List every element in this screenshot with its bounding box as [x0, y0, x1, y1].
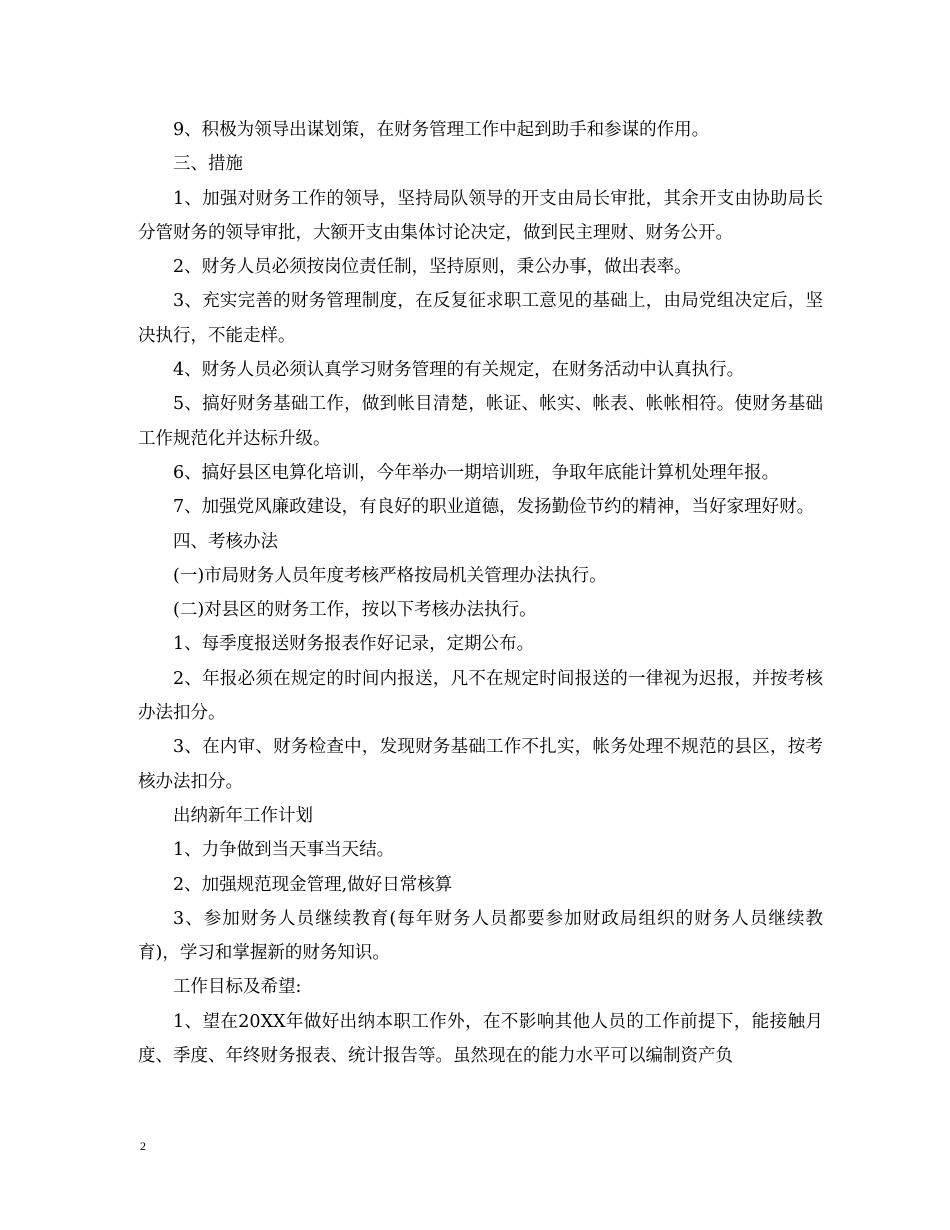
paragraph: 1、力争做到当天事当天结。	[173, 840, 395, 861]
section-heading-goals: 工作目标及希望:	[173, 977, 302, 998]
paragraph: 5、搞好财务基础工作，做到帐目清楚，帐证、帐实、帐表、帐帐相符。使财务基础工作规范化并达标升级。	[138, 394, 823, 449]
paragraph: 3、在内审、财务检查中，发现财务基础工作不扎实，帐务处理不规范的县区，按考核办法扣分。	[138, 737, 823, 792]
paragraph: 2、加强规范现金管理,做好日常核算	[173, 874, 453, 895]
paragraph: 4、财务人员必须认真学习财务管理的有关规定，在财务活动中认真执行。	[173, 360, 745, 381]
page-number: 2	[140, 1139, 146, 1153]
paragraph: 6、搞好县区电算化培训，今年举办一期培训班，争取年底能计算机处理年报。	[173, 462, 780, 483]
document-body	[138, 113, 823, 1073]
paragraph: 2、年报必须在规定的时间内报送，凡不在规定时间报送的一律视为迟报，并按考核办法扣分。	[138, 668, 823, 724]
paragraph: (一)市局财务人员年度考核严格按局机关管理办法执行。	[173, 565, 607, 586]
section-heading-measures: 三、措施	[173, 154, 243, 175]
paragraph: 1、每季度报送财务报表作好记录，定期公布。	[173, 634, 535, 655]
paragraph: 7、加强党风廉政建设，有良好的职业道德，发扬勤俭节约的精神，当好家理好财。	[173, 497, 815, 518]
paragraph: 9、积极为领导出谋划策，在财务管理工作中起到助手和参谋的作用。	[173, 120, 710, 140]
paragraph: 2、财务人员必须按岗位责任制，坚持原则，秉公办事，做出表率。	[173, 257, 692, 278]
paragraph: 3、参加财务人员继续教育(每年财务人员都要参加财政局组织的财务人员继续教育)，学习和掌握新的财务知识。	[138, 908, 823, 964]
paragraph: 3、充实完善的财务管理制度，在反复征求职工意见的基础上，由局党组决定后，坚决执行，不能走样。	[138, 291, 823, 346]
paragraph: 1、望在20XX年做好出纳本职工作外，在不影响其他人员的工作前提下，能接触月度、季度、年终财务报表、统计报告等。虽然现在的能力水平可以编制资产负	[138, 1011, 823, 1067]
paragraph: (二)对县区的财务工作，按以下考核办法执行。	[173, 600, 537, 621]
section-heading-cashier-plan: 出纳新年工作计划	[173, 805, 313, 826]
section-heading-assessment: 四、考核办法	[173, 531, 278, 552]
paragraph: 1、加强对财务工作的领导，坚持局队领导的开支由局长审批，其余开支由协助局长分管财务的领导审批，大额开支由集体讨论决定，做到民主理财、财务公开。	[138, 188, 823, 243]
